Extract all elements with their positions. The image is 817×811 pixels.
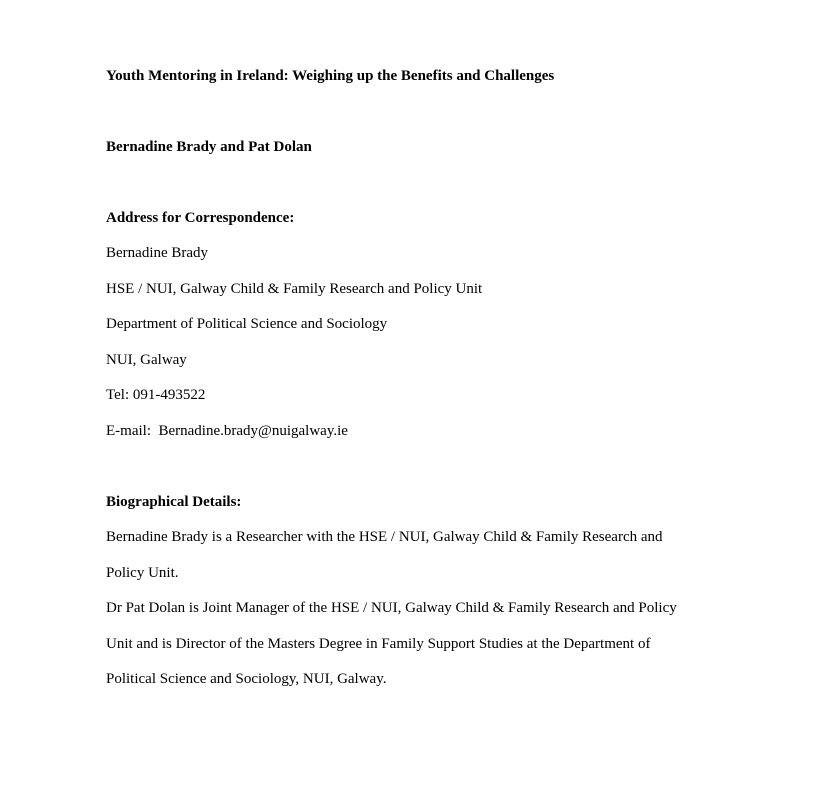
bio-line: Bernadine Brady is a Researcher with the HSE / NUI, Galway Child & Family Research and: [106, 529, 663, 545]
correspondence-tel: Tel: 091-493522: [106, 387, 206, 403]
correspondence-institution: NUI, Galway: [106, 352, 187, 368]
bio-line: Policy Unit.: [106, 565, 179, 581]
bio-line: Unit and is Director of the Masters Degree in Family Support Studies at the Department of: [106, 636, 651, 652]
bio-line: Dr Pat Dolan is Joint Manager of the HSE / NUI, Galway Child & Family Research and Policy: [106, 600, 677, 616]
correspondence-email: E-mail: Bernadine.brady@nuigalway.ie: [106, 423, 348, 439]
correspondence-unit: HSE / NUI, Galway Child & Family Research and Policy Unit: [106, 281, 483, 297]
bio-line: Political Science and Sociology, NUI, Galway.: [106, 671, 387, 687]
correspondence-heading: Address for Correspondence:: [106, 210, 295, 226]
bio-heading: Biographical Details:: [106, 494, 242, 510]
authors: Bernadine Brady and Pat Dolan: [106, 139, 312, 155]
paper-title: Youth Mentoring in Ireland: Weighing up the Benefits and Challenges: [106, 68, 555, 84]
correspondence-name: Bernadine Brady: [106, 245, 209, 261]
correspondence-department: Department of Political Science and Sociology: [106, 316, 388, 332]
